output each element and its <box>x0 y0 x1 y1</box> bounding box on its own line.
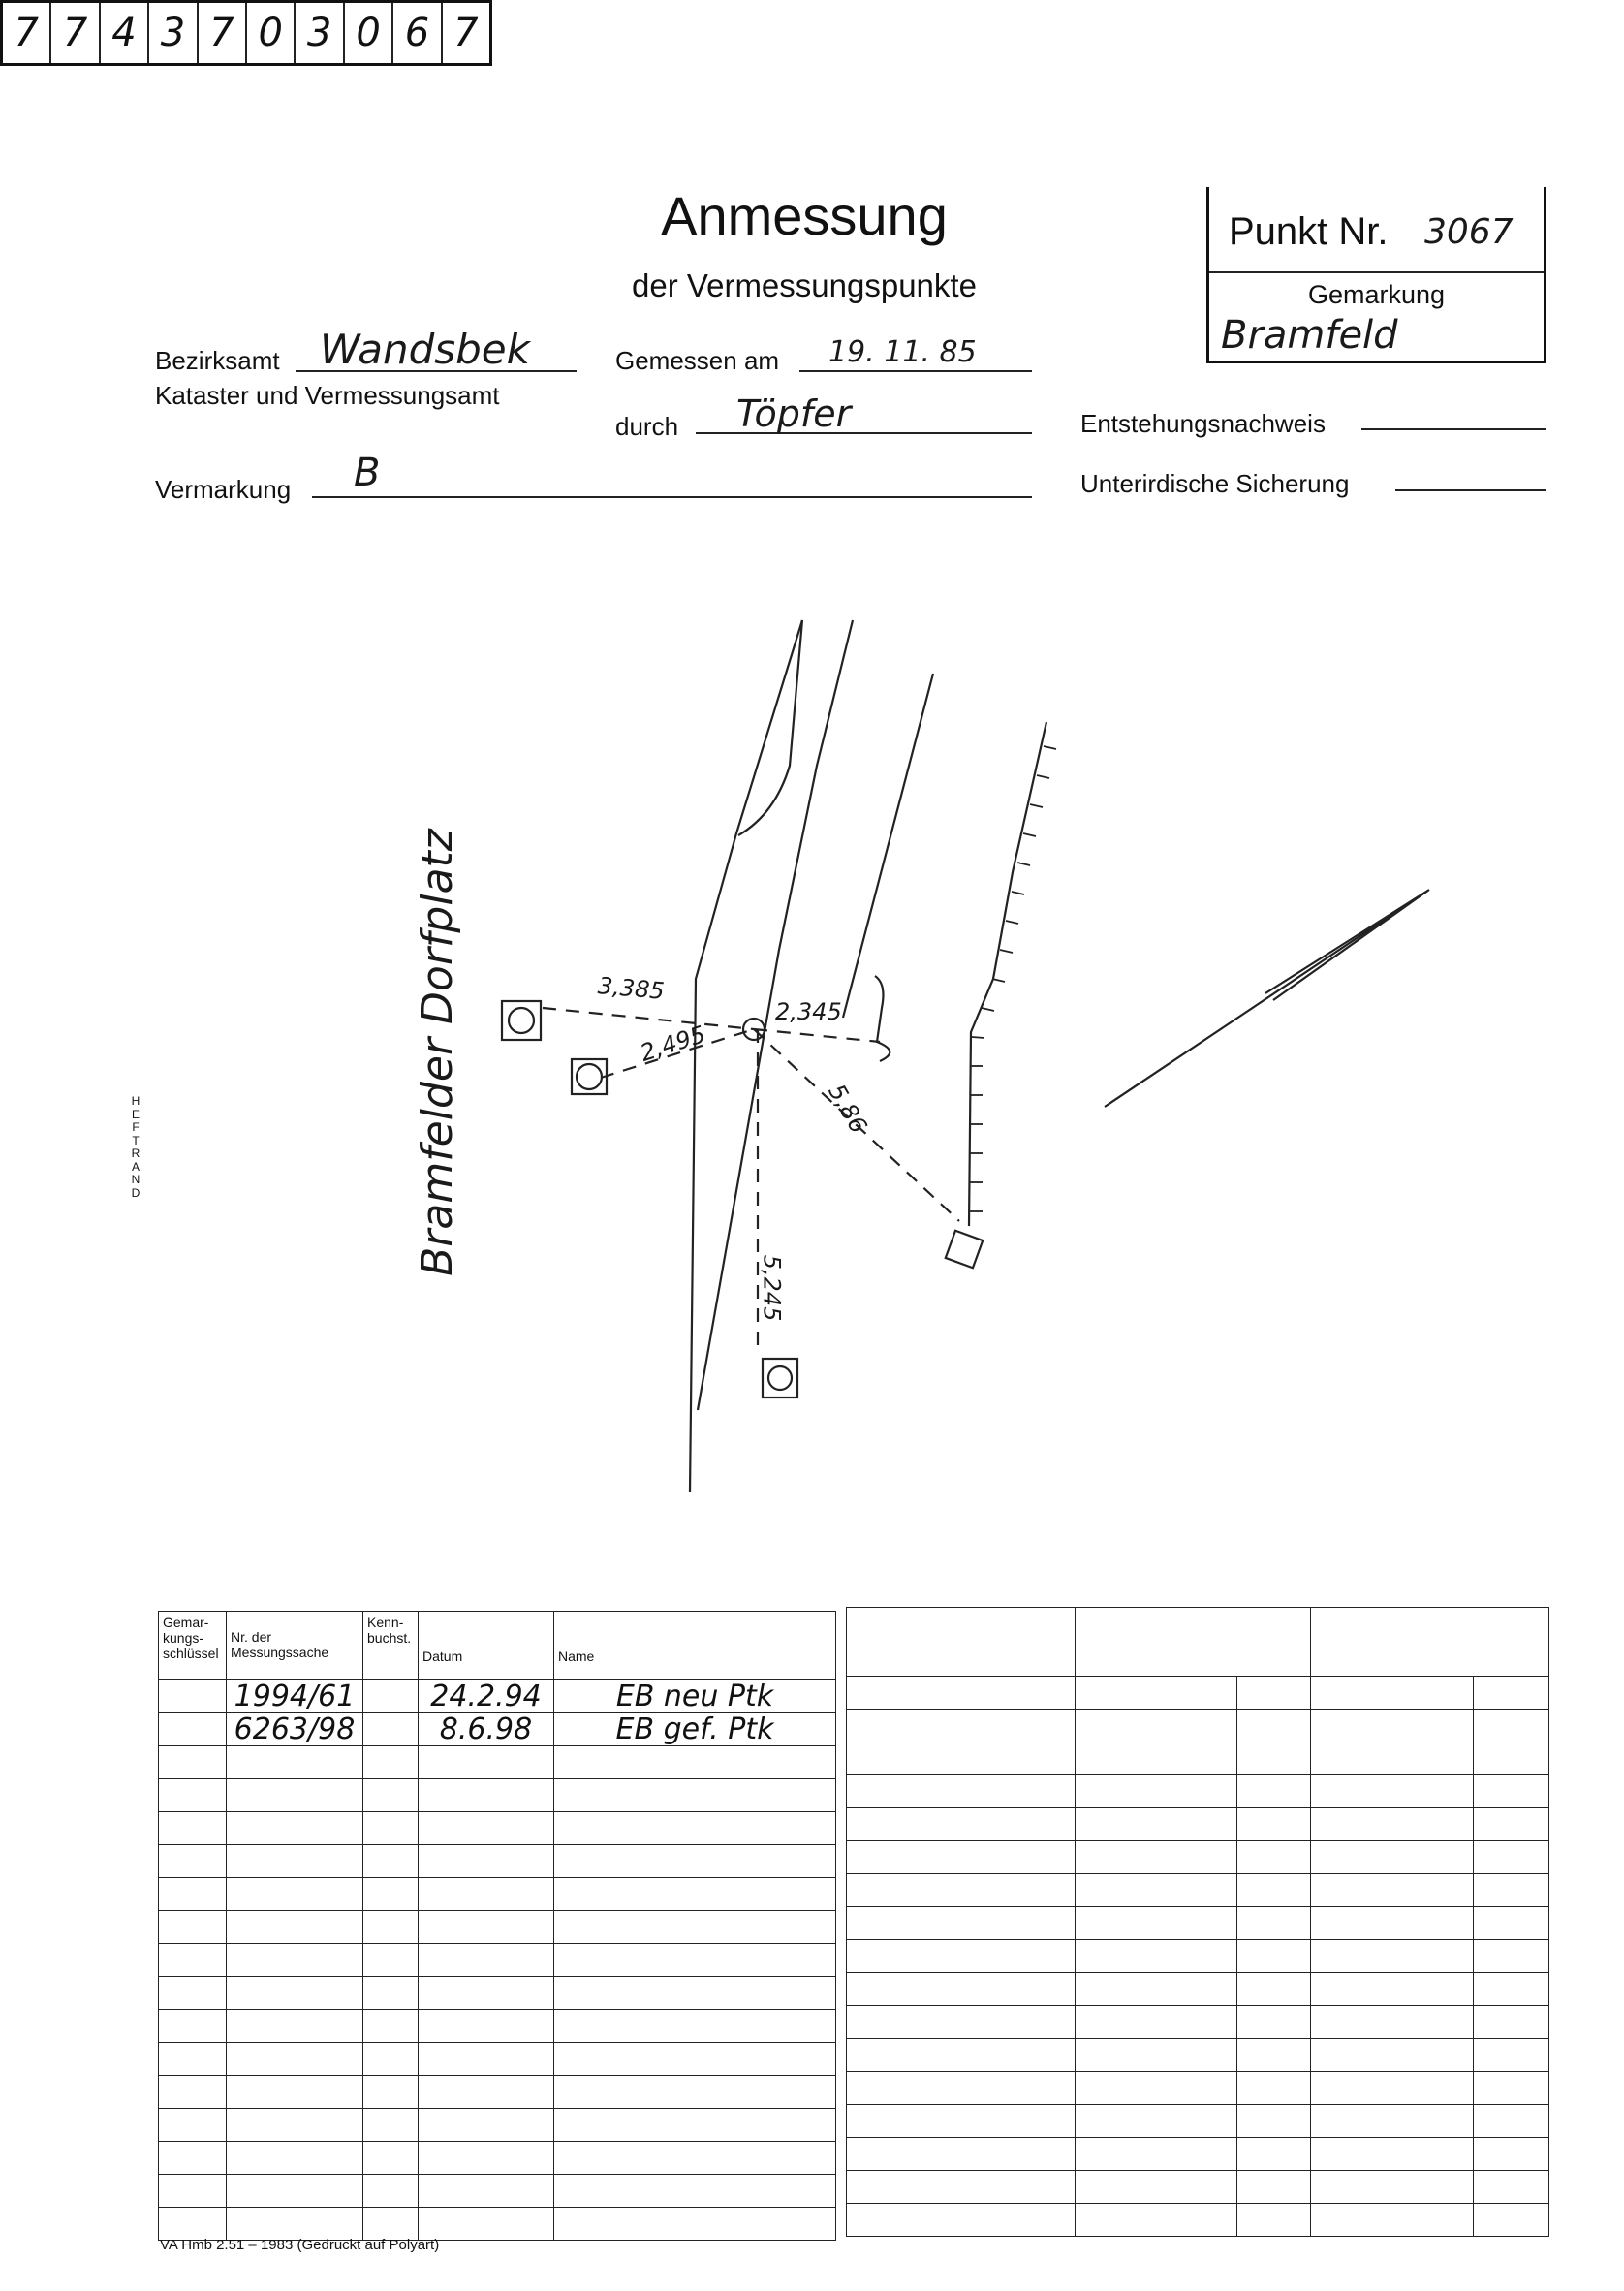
punkt-value: 3067 <box>1424 212 1514 252</box>
table-row <box>847 2171 1549 2204</box>
id-digit: 3 <box>149 3 198 63</box>
id-digit: 0 <box>345 3 393 63</box>
durch-field[interactable]: Töpfer <box>736 392 852 435</box>
table-row <box>159 1944 836 1977</box>
table-row <box>159 1878 836 1911</box>
table-row <box>159 1977 836 2010</box>
table-row <box>847 2138 1549 2171</box>
form-id-footer: VA Hmb 2.51 – 1983 (Gedruckt auf Polyart) <box>160 2237 440 2253</box>
table-row <box>159 1911 836 1944</box>
fence-line <box>969 722 1046 1226</box>
table-row <box>847 1907 1549 1940</box>
id-digit: 7 <box>199 3 247 63</box>
id-digit: 7 <box>51 3 100 63</box>
measurement-label: 3,385 <box>596 972 666 1005</box>
punkt-label: Punkt Nr. <box>1229 210 1389 253</box>
table-row <box>159 2208 836 2241</box>
table-row <box>847 1677 1549 1710</box>
entstehung-label: Entstehungsnachweis <box>1080 409 1326 438</box>
id-digit: 0 <box>247 3 296 63</box>
table-row <box>847 1841 1549 1874</box>
table-row <box>847 2039 1549 2072</box>
table-row <box>159 1779 836 1812</box>
header-name: Name <box>554 1612 836 1680</box>
table-cell[interactable] <box>159 1680 227 1713</box>
table-cell[interactable]: 24.2.94 <box>419 1680 554 1713</box>
gemarkung-label: Gemarkung <box>1307 280 1446 309</box>
table-header-row <box>159 1612 836 1680</box>
table-cell[interactable]: 6263/98 <box>227 1713 363 1746</box>
registry-table-right <box>846 1607 1549 2237</box>
measurement-label: 5,86 <box>823 1079 873 1139</box>
kataster-label: Kataster und Vermessungsamt <box>155 381 500 410</box>
table-row <box>847 2072 1549 2105</box>
table-row <box>159 1845 836 1878</box>
table-row <box>159 1746 836 1779</box>
id-digit: 7 <box>453 11 479 55</box>
bezirksamt-label: Bezirksamt <box>155 346 280 375</box>
gemessen-field[interactable]: 19. 11. 85 <box>828 335 977 369</box>
table-cell[interactable] <box>363 1713 419 1746</box>
vermarkung-label: Vermarkung <box>155 475 292 504</box>
table-row <box>847 1710 1549 1742</box>
header-kennbuchst: Kenn-buchst. <box>363 1612 419 1680</box>
survey-markers <box>502 976 983 1397</box>
road-edge-line <box>843 674 933 1018</box>
table-row <box>159 2175 836 2208</box>
north-arrow <box>1105 890 1429 1107</box>
table-row <box>159 1713 836 1746</box>
table-cell[interactable]: EB gef. Ptk <box>554 1713 836 1746</box>
registry-table-left <box>158 1611 836 2241</box>
table-row <box>159 1680 836 1713</box>
table-row <box>847 2105 1549 2138</box>
street-label: Bramfelder Dorfplatz <box>413 829 462 1276</box>
fence-ticks <box>970 746 1056 1211</box>
measurement-label: 2,345 <box>775 998 842 1025</box>
table-cell[interactable]: 8.6.98 <box>419 1713 554 1746</box>
table-row <box>847 1973 1549 2006</box>
id-digit: 3 <box>296 3 344 63</box>
durch-label: durch <box>615 412 679 441</box>
table-row <box>159 2076 836 2109</box>
table-row <box>159 2010 836 2043</box>
id-digit: 7 <box>3 3 51 63</box>
table-header-row <box>847 1608 1549 1677</box>
table-row <box>159 2142 836 2175</box>
table-cell[interactable] <box>159 1713 227 1746</box>
page-subtitle: der Vermessungspunkte <box>632 267 977 303</box>
table-row <box>847 1940 1549 1973</box>
table-cell[interactable] <box>363 1680 419 1713</box>
measurement-label: 5,245 <box>758 1254 786 1322</box>
table-row <box>159 1812 836 1845</box>
gemessen-label: Gemessen am <box>615 346 780 375</box>
id-digit: 4 <box>101 3 149 63</box>
table-row <box>159 2043 836 2076</box>
vermarkung-field[interactable]: B <box>354 451 381 495</box>
gemarkung-value: Bramfeld <box>1221 313 1398 358</box>
id-digit: 6 <box>393 3 442 63</box>
sicherung-label: Unterirdische Sicherung <box>1080 469 1350 498</box>
table-row <box>159 2109 836 2142</box>
page-title: Anmessung <box>661 185 948 246</box>
heftrand-label: HEFTRAND <box>131 1094 141 1200</box>
table-cell[interactable]: 1994/61 <box>227 1680 363 1713</box>
header-messungssache: Nr. der Messungssache <box>227 1612 363 1680</box>
header-gemarkung: Gemar-kungs-schlüssel <box>159 1612 227 1680</box>
table-row <box>847 1874 1549 1907</box>
header-datum: Datum <box>419 1612 554 1680</box>
table-row <box>847 1742 1549 1775</box>
table-row <box>847 2006 1549 2039</box>
measurement-label: 2,495 <box>637 1020 709 1067</box>
table-row <box>847 1808 1549 1841</box>
table-row <box>847 1775 1549 1808</box>
table-cell[interactable]: EB neu Ptk <box>554 1680 836 1713</box>
bezirksamt-field[interactable]: Wandsbek <box>320 326 530 373</box>
table-row <box>847 2204 1549 2237</box>
